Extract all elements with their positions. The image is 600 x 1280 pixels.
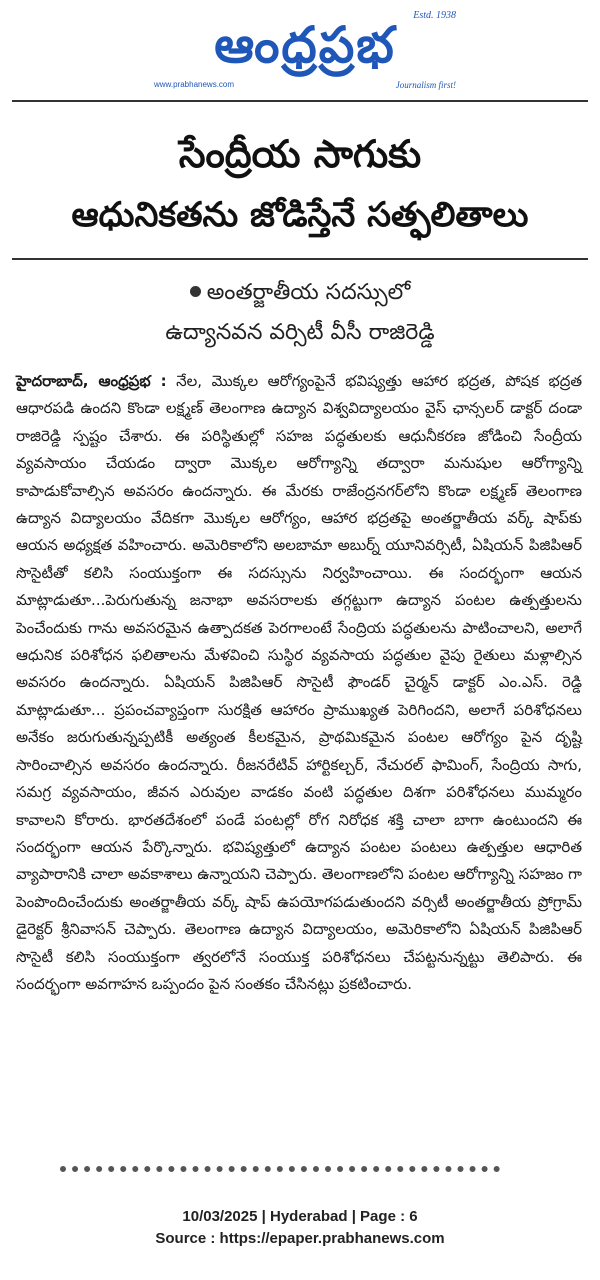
- headline-line-2: ఆధునికతను జోడిస్తేనే సత్ఫలితాలు: [71, 195, 529, 235]
- masthead-website: www.prabhanews.com: [154, 80, 235, 89]
- subhead-text-1: అంతర్జాతీయ సదస్సులో: [206, 280, 411, 305]
- headline-divider: [12, 258, 588, 260]
- source-link[interactable]: Source : https://epaper.prabhanews.com: [155, 1230, 445, 1247]
- newspaper-logo: ఆంధ్రప్రభ: [214, 16, 396, 74]
- subhead-line-1: [12, 276, 588, 310]
- edition-info: 10/03/2025 | Hyderabad | Page : 6: [182, 1208, 418, 1225]
- top-divider: [12, 100, 588, 102]
- bullet-icon: [190, 286, 201, 297]
- subhead-line-2: ఉద్యానవన వర్సిటీ వీసీ రాజిరెడ్డి: [165, 320, 435, 345]
- masthead-tagline: Journalism first!: [395, 80, 456, 90]
- dateline: హైదరాబాద్, ఆంధ్రప్రభ :: [16, 372, 167, 390]
- headline-line-1: సేంద్రీయ సాగుకు: [178, 132, 422, 176]
- clipped-next-article: [60, 1166, 500, 1184]
- article-body: [16, 368, 582, 998]
- article-text: నేల, మొక్కల ఆరోగ్యంపైనే భవిష్యత్తు ఆహార భద్రత, పోషక భద్రత ఆధారపడి ఉందని కొండా లక్ష్మణ్ తెలంగాణ ఉద్యాన విశ్వవిద్యాలయం వైస్ ఛాన్సలర్ డాక్టర్ దండా రాజిరెడ్డి స్పష్టం చేశారు. ఈ పరిస్థితుల్లో సహజ పద్ధతులకు ఆధునీకరణ జోడించి సేంద్రీయ వ్యవసాయం చేయడం ద్వారా మొక్కల ఆరోగ్యాన్ని తద్వారా మనుషుల ఆరోగ్యాన్ని కాపాడుకోవాల్సిన అవసరం ఉందన్నారు. ఈ మేరకు రాజేంద్రనగర్‌లోని కొండా లక్ష్మణ్ తెలంగాణ ఉద్యాన విద్యాలయం వేదికగా మొక్కల ఆరోగ్యం, ఆహార భద్రతపై అంతర్జాతీయ వర్క్ షాప్‌కు ఆయన అధ్యక్షత వహించారు. అమెరికాలోని అలబామా అబుర్న్ యూనివర్సిటీ, ఏషియన్ పిజిపిఆర్ సొసైటీతో కలిసి సంయుక్తంగా ఈ సదస్సును నిర్వహించాయి. ఈ సందర్భంగా ఆయన మాట్లాడుతూ...పెరుగుతున్న జనాభా అవసరాలకు తగ్గట్టుగా ఉద్యాన పంటల ఉత్పత్తులను పెంచేందుకు గాను అవసరమైన ఉత్పాదకత పెరగాలంటే సేంద్రియ పద్ధతులను పాటించాలని, అలాగే ఆధునిక పరిశోధన ఫలితాలను మేళవించి సుస్థిర వ్యవసాయ పద్ధతుల వైపు రైతులు మళ్లాల్సిన అవసరం ఉందన్నారు. ఏషియన్ పిజిపిఆర్ సొసైటీ ఫౌండర్ చైర్మన్ డాక్టర్ ఎం.ఎస్. రెడ్డి మాట్లాడుతూ... ప్రపంచవ్యాప్తంగా సురక్షిత ఆహారం ప్రాముఖ్యత పెరిగిందని, అలాగే పరిశోధనలు అనేకం జరుగుతున్నప్పటికీ అత్యంత కీలకమైన, ప్రాథమికమైన పంటల ఆరోగ్యం పైన దృష్టి సారించాల్సిన అవసరం ఉందన్నారు. రీజనరేటివ్ హార్టికల్చర్, నేచురల్ ఫామింగ్, సేంద్రియ సాగు, సమగ్ర వ్యవసాయం, జీవన ఎరువుల వాడకం వంటి పద్ధతుల దిశగా పరిశోధనలు ముమ్మరం కావాలని కోరారు. భారతదేశంలో పండే పంటల్లో రోగ నిరోధక శక్తి చాలా బాగా ఉంటుందని ఈ సందర్భంగా ఆయన పేర్కొన్నారు. భవిష్యత్తులో ఉద్యాన పంటల పంటలు ఉత్పత్తుల ఆధారిత వ్యాపారానికి చాలా అవకాశాలు ఉన్నాయని చెప్పారు. తెలంగాణలోని పంటల ఆరోగ్యాన్ని సహజం గా పెంపొందించేందుకు అంతర్జాతీయ వర్క్ షాప్ ఉపయోగపడుతుందని వర్సిటీ అంతర్జాతీయ ప్రోగ్రామ్ డైరెక్టర్ శ్రీనివాసన్ చెప్పారు. తెలంగాణ ఉద్యాన విద్యాలయం, అమెరికాలోని ఏషియన్ పిజిపిఆర్ సొసైటీ కలిసి సంయుక్తంగా త్వరలోనే సంయుక్త పరిశోధనలు చేపట్టనున్నట్టు తెలిపారు. ఈ సందర్భంగా అవగాహన ఒప్పందం పైన సంతకం చేసినట్లు ప్రకటించారు.: [16, 372, 582, 993]
- masthead: [140, 10, 470, 96]
- established-year: Estd. 1938: [413, 10, 456, 21]
